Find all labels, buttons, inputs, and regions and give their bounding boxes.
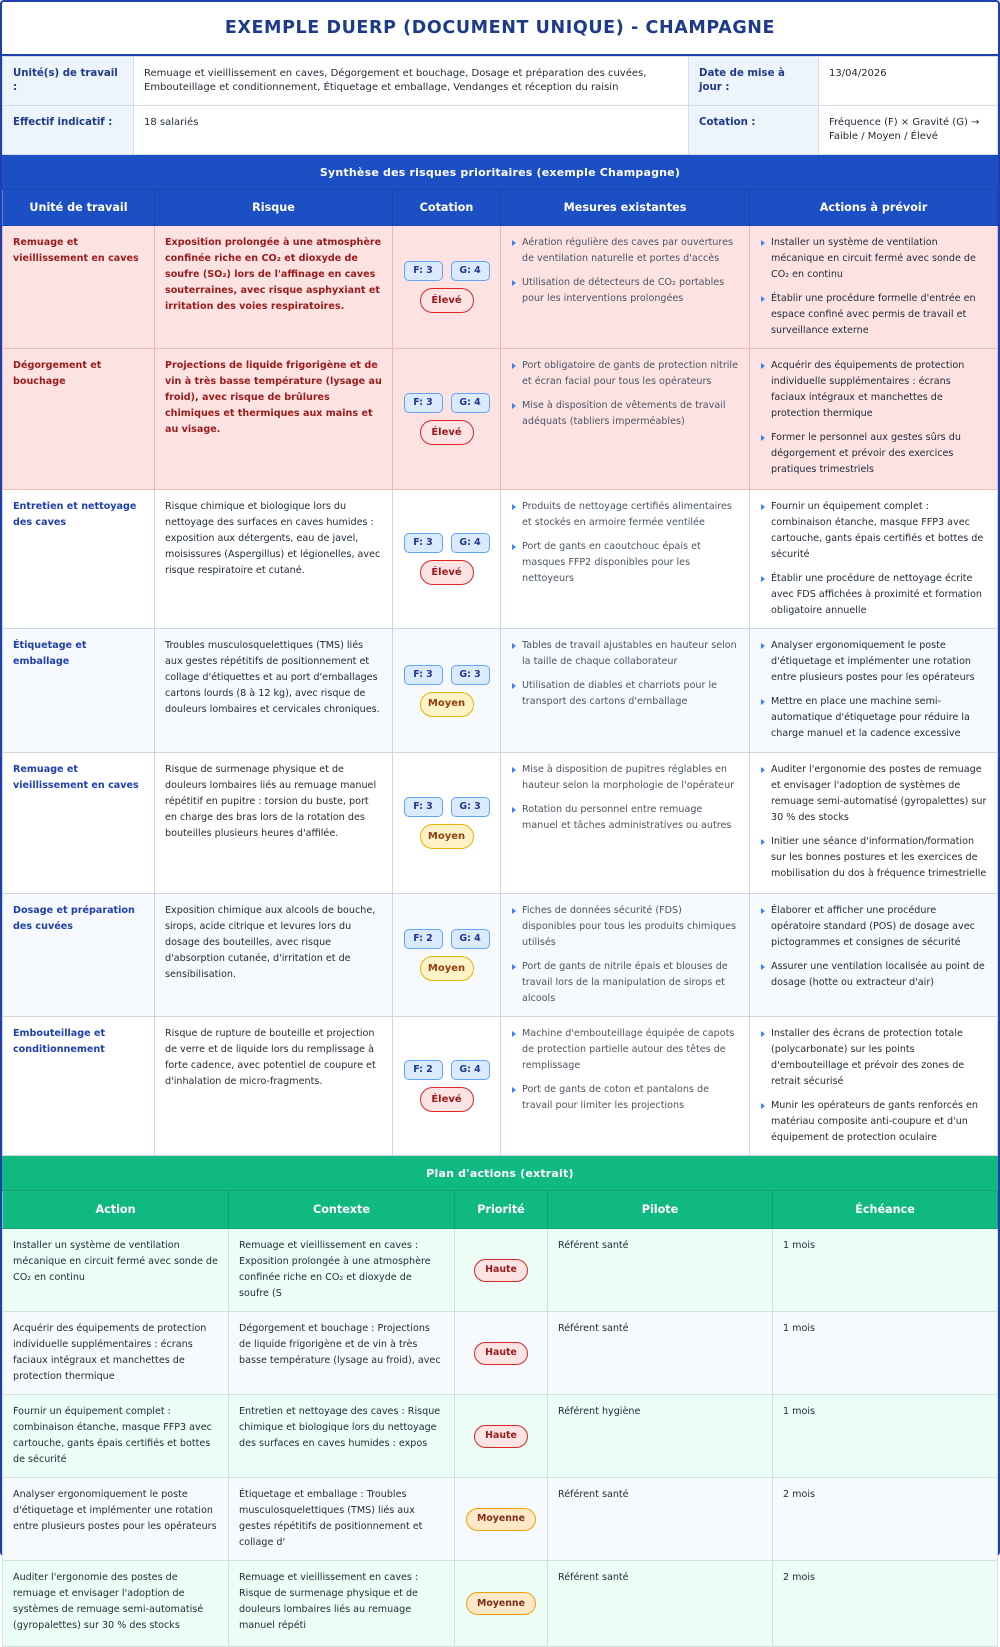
plan-pilot: Référent santé bbox=[548, 1229, 773, 1312]
risk-unit: Embouteillage et conditionnement bbox=[3, 1017, 155, 1156]
plan-header-row bbox=[3, 1191, 998, 1229]
risk-description: Projections de liquide frigorigène et de vin à très basse température (lysage au froid), avec risque de brûlures chimiques et thermiques aux mains et au visage. bbox=[155, 349, 393, 490]
risk-header-unit: Unité de travail bbox=[3, 190, 155, 226]
existing-measures bbox=[501, 1017, 750, 1156]
date-value: 13/04/2026 bbox=[819, 57, 998, 106]
frequency-badge: F: 3 bbox=[404, 261, 443, 281]
plan-header-deadline: Échéance bbox=[773, 1191, 998, 1229]
plan-priority bbox=[455, 1395, 548, 1478]
measure-item: Port obligatoire de gants de protection nitrile et écran facial pour tous les opérateurs bbox=[511, 358, 739, 390]
plan-action: Acquérir des équipements de protection individuelle supplémentaires : écrans faciaux intégraux et manchettes de protection thermique bbox=[3, 1312, 229, 1395]
plan-header-action: Action bbox=[3, 1191, 229, 1229]
plan-priority bbox=[455, 1561, 548, 1647]
risk-level-badge: Moyen bbox=[420, 692, 474, 717]
risk-rating bbox=[393, 629, 501, 753]
measure-item: Port de gants de nitrile épais et blouses de travail lors de la manipulation de sirops et alcools bbox=[511, 959, 739, 1007]
risk-description: Risque chimique et biologique lors du nettoyage des surfaces en caves humides : exposition aux détergents, eau de javel, moisissures (Aspergillus) et légionelles, avec risque respiratoire et cutané. bbox=[155, 490, 393, 629]
measure-item: Rotation du personnel entre remuage manuel et tâches administratives ou autres bbox=[511, 802, 739, 834]
gravity-badge: G: 3 bbox=[451, 665, 490, 685]
frequency-badge: F: 2 bbox=[404, 929, 443, 949]
action-item: Fournir un équipement complet : combinaison étanche, masque FFP3 avec cartouche, gants épais certifiés et bottes de sécurité bbox=[760, 499, 987, 563]
risk-level-badge: Moyen bbox=[420, 956, 474, 981]
plan-row bbox=[3, 1312, 998, 1395]
plan-priority bbox=[455, 1312, 548, 1395]
measure-item: Mise à disposition de vêtements de travail adéquats (tabliers imperméables) bbox=[511, 398, 739, 430]
plan-pilot: Référent hygiène bbox=[548, 1395, 773, 1478]
frequency-badge: F: 2 bbox=[404, 1060, 443, 1080]
rating-value bbox=[819, 106, 998, 155]
measure-item: Machine d'embouteillage équipée de capots de protection partielle autour des têtes de remplissage bbox=[511, 1026, 739, 1074]
risk-description: Risque de rupture de bouteille et projection de verre et de liquide lors du remplissage à forte cadence, avec potentiel de coupure et d'inhalation de micro-fragments. bbox=[155, 1017, 393, 1156]
priority-badge: Haute bbox=[474, 1425, 528, 1448]
action-item: Établir une procédure formelle d'entrée en espace confiné avec permis de travail et surveillance externe bbox=[760, 291, 987, 339]
action-plan-table bbox=[2, 1190, 998, 1647]
action-item: Munir les opérateurs de gants renforcés en matériau composite anti-coupure et d'un équipement de protection oculaire bbox=[760, 1098, 987, 1146]
planned-actions bbox=[750, 753, 998, 894]
document-title: EXEMPLE DUERP (DOCUMENT UNIQUE) - CHAMPAGNE bbox=[2, 2, 998, 56]
plan-pilot: Référent santé bbox=[548, 1561, 773, 1647]
risk-row bbox=[3, 226, 998, 349]
risk-unit: Dégorgement et bouchage bbox=[3, 349, 155, 490]
risk-description: Troubles musculosquelettiques (TMS) liés aux gestes répétitifs de positionnement et collage d'étiquettes et au port d'emballages cartons lourds (8 à 12 kg), avec risque de douleurs lombaires et cervicales chroniques. bbox=[155, 629, 393, 753]
planned-actions bbox=[750, 629, 998, 753]
action-item: Établir une procédure de nettoyage écrite avec FDS affichées à proximité et formation obligatoire annuelle bbox=[760, 571, 987, 619]
plan-action: Installer un système de ventilation mécanique en circuit fermé avec sonde de CO₂ en continu bbox=[3, 1229, 229, 1312]
plan-deadline: 1 mois bbox=[773, 1229, 998, 1312]
measure-item: Mise à disposition de pupitres réglables en hauteur selon la morphologie de l'opérateur bbox=[511, 762, 739, 794]
measure-item: Fiches de données sécurité (FDS) disponibles pour tous les produits chimiques utilisés bbox=[511, 903, 739, 951]
frequency-badge: F: 3 bbox=[404, 393, 443, 413]
info-table bbox=[2, 56, 998, 155]
plan-context: Remuage et vieillissement en caves : Risque de surmenage physique et de douleurs lombaires liés au remuage manuel répéti bbox=[229, 1561, 455, 1647]
risk-row bbox=[3, 753, 998, 894]
frequency-badge: F: 3 bbox=[404, 665, 443, 685]
plan-priority bbox=[455, 1229, 548, 1312]
staff-value: 18 salariés bbox=[134, 106, 689, 155]
risk-row bbox=[3, 1017, 998, 1156]
plan-deadline: 2 mois bbox=[773, 1478, 998, 1561]
risk-header-risk: Risque bbox=[155, 190, 393, 226]
plan-row bbox=[3, 1395, 998, 1478]
risk-rating bbox=[393, 349, 501, 490]
priority-badge: Moyenne bbox=[466, 1592, 536, 1615]
risk-level-badge: Élevé bbox=[420, 288, 474, 313]
priority-badge: Haute bbox=[474, 1259, 528, 1282]
measure-item: Utilisation de détecteurs de CO₂ portables pour les interventions prolongées bbox=[511, 275, 739, 307]
action-item: Auditer l'ergonomie des postes de remuage et envisager l'adoption de systèmes de remuage semi-automatisé (gyropalettes) sur 30 % des stocks bbox=[760, 762, 987, 826]
risk-level-badge: Élevé bbox=[420, 1087, 474, 1112]
action-item: Mettre en place une machine semi-automatique d'étiquetage pour réduire la charge manuel et la cadence excessive bbox=[760, 694, 987, 742]
action-item: Acquérir des équipements de protection individuelle supplémentaires : écrans faciaux intégraux et manchettes de protection thermique bbox=[760, 358, 987, 422]
measure-item: Tables de travail ajustables en hauteur selon la taille de chaque collaborateur bbox=[511, 638, 739, 670]
plan-action: Fournir un équipement complet : combinaison étanche, masque FFP3 avec cartouche, gants épais certifiés et bottes de sécurité bbox=[3, 1395, 229, 1478]
planned-actions bbox=[750, 226, 998, 349]
risk-header-rating: Cotation bbox=[393, 190, 501, 226]
risk-description: Exposition prolongée à une atmosphère confinée riche en CO₂ et dioxyde de soufre (SO₂) lors de l'affinage en caves souterraines, avec risque asphyxiant et irritation des voies respiratoires. bbox=[155, 226, 393, 349]
planned-actions bbox=[750, 349, 998, 490]
risk-row bbox=[3, 629, 998, 753]
risk-unit: Étiquetage et emballage bbox=[3, 629, 155, 753]
risk-table bbox=[2, 189, 998, 1156]
risk-unit: Remuage et vieillissement en caves bbox=[3, 226, 155, 349]
frequency-badge: F: 3 bbox=[404, 533, 443, 553]
staff-label: Effectif indicatif : bbox=[3, 106, 134, 155]
risk-unit: Dosage et préparation des cuvées bbox=[3, 894, 155, 1017]
plan-priority bbox=[455, 1478, 548, 1561]
existing-measures bbox=[501, 629, 750, 753]
existing-measures bbox=[501, 349, 750, 490]
action-item: Installer des écrans de protection totale (polycarbonate) sur les points d'embouteillage et prévoir des zones de retrait sécurisé bbox=[760, 1026, 987, 1090]
priority-badge: Moyenne bbox=[466, 1508, 536, 1531]
risk-row bbox=[3, 894, 998, 1017]
plan-row bbox=[3, 1561, 998, 1647]
rating-label: Cotation : bbox=[689, 106, 819, 155]
existing-measures bbox=[501, 226, 750, 349]
risk-rating bbox=[393, 226, 501, 349]
plan-context: Dégorgement et bouchage : Projections de liquide frigorigène et de vin à très basse température (lysage au froid), avec bbox=[229, 1312, 455, 1395]
existing-measures bbox=[501, 490, 750, 629]
risk-header-row bbox=[3, 190, 998, 226]
risk-row bbox=[3, 349, 998, 490]
units-label: Unité(s) de travail : bbox=[3, 57, 134, 106]
gravity-badge: G: 4 bbox=[451, 261, 490, 281]
gravity-badge: G: 4 bbox=[451, 393, 490, 413]
planned-actions bbox=[750, 894, 998, 1017]
plan-deadline: 1 mois bbox=[773, 1312, 998, 1395]
priority-badge: Haute bbox=[474, 1342, 528, 1365]
risk-description: Exposition chimique aux alcools de bouche, sirops, acide citrique et levures lors du dosage des bouteilles, avec risque d'absorption cutanée, d'irritation et de sensibilisation. bbox=[155, 894, 393, 1017]
existing-measures bbox=[501, 894, 750, 1017]
risk-rating bbox=[393, 1017, 501, 1156]
gravity-badge: G: 4 bbox=[451, 929, 490, 949]
date-label: Date de mise à jour : bbox=[689, 57, 819, 106]
risk-unit: Entretien et nettoyage des caves bbox=[3, 490, 155, 629]
plan-action: Auditer l'ergonomie des postes de remuage et envisager l'adoption de systèmes de remuage semi-automatisé (gyropalettes) sur 30 % des stocks bbox=[3, 1561, 229, 1647]
existing-measures bbox=[501, 753, 750, 894]
measure-item: Aération régulière des caves par ouvertures de ventilation naturelle et portes d'accès bbox=[511, 235, 739, 267]
action-item: Installer un système de ventilation mécanique en circuit fermé avec sonde de CO₂ en continu bbox=[760, 235, 987, 283]
risk-header-measures: Mesures existantes bbox=[501, 190, 750, 226]
risk-rating bbox=[393, 753, 501, 894]
plan-pilot: Référent santé bbox=[548, 1312, 773, 1395]
rating-formula: Fréquence (F) × Gravité (G) → bbox=[829, 117, 980, 128]
gravity-badge: G: 4 bbox=[451, 1060, 490, 1080]
plan-action: Analyser ergonomiquement le poste d'étiquetage et implémenter une rotation entre plusieurs postes pour les opérateurs bbox=[3, 1478, 229, 1561]
risk-level-badge: Moyen bbox=[420, 824, 474, 849]
plan-header-pilot: Pilote bbox=[548, 1191, 773, 1229]
frequency-badge: F: 3 bbox=[404, 797, 443, 817]
plan-deadline: 1 mois bbox=[773, 1395, 998, 1478]
plan-context: Remuage et vieillissement en caves : Exposition prolongée à une atmosphère confinée riche en CO₂ et dioxyde de soufre (S bbox=[229, 1229, 455, 1312]
action-item: Former le personnel aux gestes sûrs du dégorgement et prévoir des exercices pratiques trimestriels bbox=[760, 430, 987, 478]
units-value: Remuage et vieillissement en caves, Dégorgement et bouchage, Dosage et préparation des cuvées, Embouteillage et conditionnement, Étiquetage et emballage, Vendanges et réception du raisin bbox=[134, 57, 689, 106]
rating-levels: Faible / Moyen / Élevé bbox=[829, 131, 938, 142]
risk-rating bbox=[393, 490, 501, 629]
action-item: Initier une séance d'information/formation sur les bonnes postures et les exercices de mobilisation du dos à fréquence trimestrielle bbox=[760, 834, 987, 882]
risk-section-title: Synthèse des risques prioritaires (exemple Champagne) bbox=[2, 155, 998, 189]
measure-item: Utilisation de diables et charriots pour le transport des cartons d'emballage bbox=[511, 678, 739, 710]
plan-row bbox=[3, 1478, 998, 1561]
risk-description: Risque de surmenage physique et de douleurs lombaires liés au remuage manuel répétitif en pupitre : torsion du buste, port en charge des bras lors de la rotation des bouteilles plusieurs heures d'affilée. bbox=[155, 753, 393, 894]
action-item: Assurer une ventilation localisée au point de dosage (hotte ou extracteur d'air) bbox=[760, 959, 987, 991]
planned-actions bbox=[750, 1017, 998, 1156]
planned-actions bbox=[750, 490, 998, 629]
gravity-badge: G: 3 bbox=[451, 797, 490, 817]
risk-level-badge: Élevé bbox=[420, 420, 474, 445]
gravity-badge: G: 4 bbox=[451, 533, 490, 553]
risk-header-actions: Actions à prévoir bbox=[750, 190, 998, 226]
action-item: Élaborer et afficher une procédure opératoire standard (POS) de dosage avec pictogrammes et consignes de sécurité bbox=[760, 903, 987, 951]
plan-header-priority: Priorité bbox=[455, 1191, 548, 1229]
plan-header-context: Contexte bbox=[229, 1191, 455, 1229]
action-item: Analyser ergonomiquement le poste d'étiquetage et implémenter une rotation entre plusieurs postes pour les opérateurs bbox=[760, 638, 987, 686]
risk-rating bbox=[393, 894, 501, 1017]
plan-context: Étiquetage et emballage : Troubles musculosquelettiques (TMS) liés aux gestes répétitifs de positionnement et collage d' bbox=[229, 1478, 455, 1561]
measure-item: Port de gants de coton et pantalons de travail pour limiter les projections bbox=[511, 1082, 739, 1114]
plan-section-title: Plan d'actions (extrait) bbox=[2, 1156, 998, 1190]
plan-deadline: 2 mois bbox=[773, 1561, 998, 1647]
risk-level-badge: Élevé bbox=[420, 560, 474, 585]
plan-row bbox=[3, 1229, 998, 1312]
measure-item: Port de gants en caoutchouc épais et masques FFP2 disponibles pour les nettoyeurs bbox=[511, 539, 739, 587]
risk-row bbox=[3, 490, 998, 629]
risk-unit: Remuage et vieillissement en caves bbox=[3, 753, 155, 894]
plan-pilot: Référent santé bbox=[548, 1478, 773, 1561]
plan-context: Entretien et nettoyage des caves : Risque chimique et biologique lors du nettoyage des surfaces en caves humides : expos bbox=[229, 1395, 455, 1478]
measure-item: Produits de nettoyage certifiés alimentaires et stockés en armoire fermée ventilée bbox=[511, 499, 739, 531]
